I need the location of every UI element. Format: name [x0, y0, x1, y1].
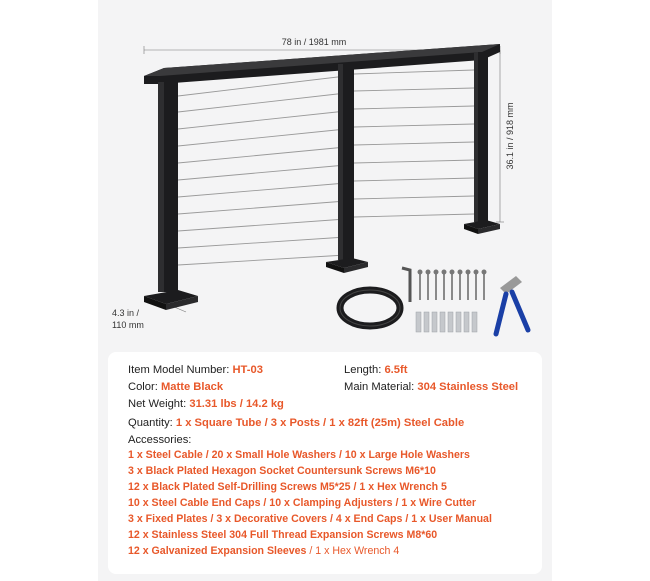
expansion-sleeves [416, 312, 477, 332]
accessory-item-6: 12 x Stainless Steel 304 Full Thread Expansion Screws M8*60 [128, 529, 438, 541]
wire-cutter-icon [496, 276, 528, 334]
length-value: 6.5ft [384, 364, 408, 376]
material-label: Main Material: [344, 381, 415, 393]
accessory-item-7 [128, 545, 399, 557]
model-row [128, 364, 263, 377]
accessory-item-1: 1 x Steel Cable / 20 x Small Hole Washers / 10 x Large Hole Washers [128, 449, 470, 461]
length-row [344, 364, 407, 377]
material-row [344, 381, 518, 394]
model-value: HT-03 [232, 364, 263, 376]
right-post [464, 52, 500, 234]
height-dimension [496, 50, 515, 222]
product-illustration [98, 0, 552, 345]
accessory-item-7-tail: / 1 x Hex Wrench 4 [306, 545, 400, 557]
accessory-item-5: 3 x Fixed Plates / 3 x Decorative Covers / 4 x End Caps / 1 x User Manual [128, 513, 492, 525]
height-label: 36.1 in / 918 mm [505, 102, 515, 170]
quantity-row [128, 417, 464, 430]
quantity-value: 1 x Square Tube / 3 x Posts / 1 x 82ft (25m) Steel Cable [175, 417, 465, 429]
accessories-label: Accessories: [128, 434, 192, 446]
length-label: Length: [344, 364, 382, 376]
accessory-item-4: 10 x Steel Cable End Caps / 10 x Clamping Adjusters / 1 x Wire Cutter [128, 497, 477, 509]
model-label: Item Model Number: [128, 364, 230, 376]
quantity-label: Quantity: [128, 417, 173, 429]
accessory-item-3: 12 x Black Plated Self-Drilling Screws M5*25 / 1 x Hex Wrench 5 [128, 481, 447, 493]
color-value: Matte Black [160, 381, 224, 393]
screws [420, 272, 484, 300]
width-label: 78 in / 1981 mm [281, 37, 347, 47]
cable-coil [340, 290, 400, 326]
base-label-line2: 110 mm [112, 320, 144, 330]
accessory-item-7-main: 12 x Galvanized Expansion Sleeves [128, 545, 307, 557]
base-label-line1: 4.3 in / [112, 308, 140, 318]
specs-panel [108, 352, 542, 574]
material-value: 304 Stainless Steel [417, 381, 519, 393]
color-label: Color: [128, 381, 158, 393]
color-row [128, 381, 223, 394]
weight-label: Net Weight: [128, 398, 187, 410]
accessory-item-2: 3 x Black Plated Hexagon Socket Countersunk Screws M6*10 [128, 465, 436, 477]
weight-value: 31.31 lbs / 14.2 kg [189, 398, 284, 410]
hex-wrench-icon [402, 268, 410, 302]
weight-row [128, 398, 284, 411]
steel-cables [178, 70, 474, 265]
middle-post [326, 64, 368, 273]
